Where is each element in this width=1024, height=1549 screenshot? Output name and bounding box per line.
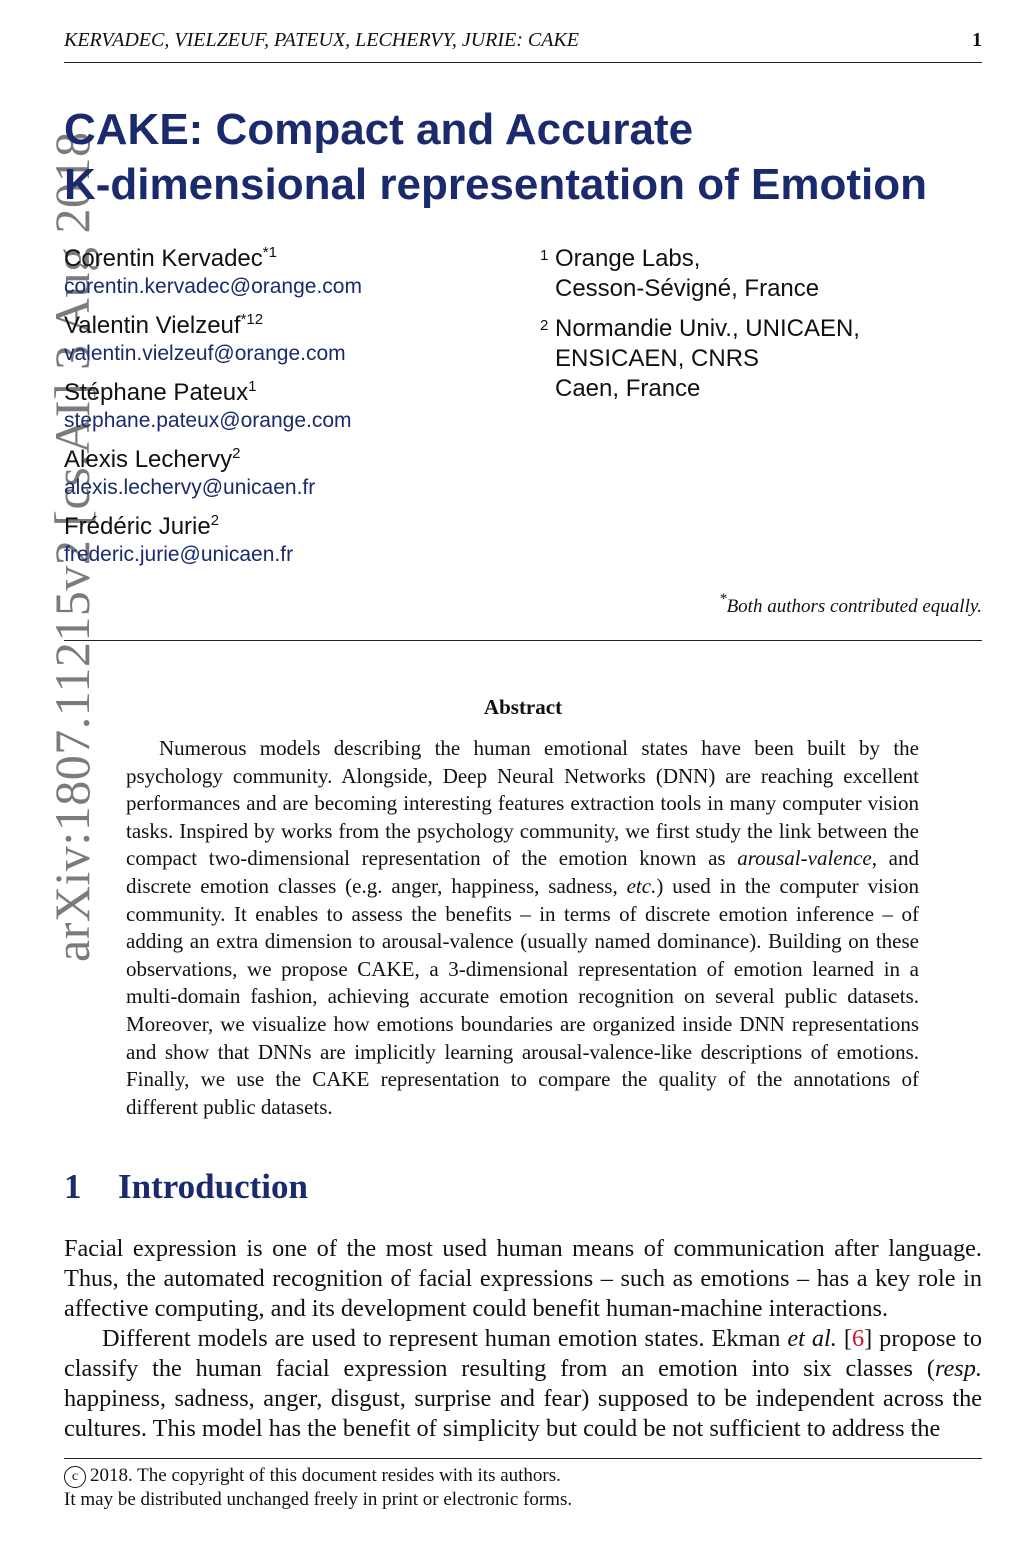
abstract-text: ) used in the computer vision community. It enables to assess the benefits – in terms of discrete emotion inference – of adding an extra dimension to arousal-valence (usually named dominance). Building on these observations, we propose CAKE, a 3-dimensional representation of emotion learned in a multi-domain fashion, achieving accurate emotion recognition on several public datasets. Moreover, we visualize how emotions boundaries are organized inside DNN representations and show that DNNs are implicitly learning arousal-valence-like descriptions of emotions. Finally, we use the CAKE representation to compare the quality of the annotations of different public datasets. xyxy=(126,873,919,1119)
author-entry xyxy=(64,244,524,311)
author-entry xyxy=(64,445,524,512)
affiliation-number: 2 xyxy=(540,317,549,334)
footnote-mark: * xyxy=(719,591,727,607)
author-name: Valentin Vielzeuf xyxy=(64,312,241,339)
arxiv-stamp: arXiv:1807.11215v2 [cs.AI] 3 Aug 2018 xyxy=(44,131,100,962)
copyright-line-1: 2018. The copyright of this document resides with its authors. xyxy=(90,1465,561,1486)
running-header xyxy=(64,26,982,54)
footnote-text: Both authors contributed equally. xyxy=(726,596,982,617)
intro-emphasis: et al. xyxy=(787,1325,837,1352)
section-heading-introduction xyxy=(64,1166,308,1208)
affiliation-line: Caen, France xyxy=(555,375,701,402)
header-rule xyxy=(64,62,982,63)
footer-rule xyxy=(64,1458,982,1459)
author-email-link[interactable]: frederic.jurie@unicaen.fr xyxy=(64,543,294,566)
abstract-body xyxy=(126,735,919,1121)
author-email-link[interactable]: valentin.vielzeuf@orange.com xyxy=(64,342,346,365)
affiliation-entry xyxy=(540,314,980,404)
title-line-2: K-dimensional representation of Emotion xyxy=(64,160,927,209)
author-email-link[interactable]: stephane.pateux@orange.com xyxy=(64,409,352,432)
author-affil-marks: 1 xyxy=(248,378,257,395)
author-entry xyxy=(64,378,524,445)
copyright-line-2: It may be distributed unchanged freely in print or electronic forms. xyxy=(64,1489,573,1510)
intro-paragraph-2 xyxy=(64,1324,982,1444)
intro-emphasis: resp. xyxy=(934,1355,982,1382)
affiliation-number: 1 xyxy=(540,247,549,264)
abstract-heading: Abstract xyxy=(483,695,563,719)
author-entry xyxy=(64,512,524,579)
section-number: 1 xyxy=(64,1167,82,1206)
affiliation-list xyxy=(540,244,980,414)
affiliation-entry xyxy=(540,244,980,304)
intro-text: happiness, sadness, anger, disgust, surprise and fear) supposed to be independent across the cultures. This model has the benefit of simplicity but could be not sufficient to address the xyxy=(64,1385,982,1442)
intro-paragraph-1: Facial expression is one of the most used human means of communication after language. Thus, the automated recognition of facial expressions – such as emotions – has a key role in affective computing, and its development could benefit human-machine interactions. xyxy=(64,1235,982,1322)
equal-contribution-note xyxy=(719,591,982,619)
affiliation-line: Orange Labs, xyxy=(555,245,701,272)
author-name: Corentin Kervadec xyxy=(64,245,263,272)
author-affil-marks: *12 xyxy=(240,311,264,328)
author-name: Stéphane Pateux xyxy=(64,379,249,406)
affiliation-line: Cesson-Sévigné, France xyxy=(555,275,820,302)
copyright-notice xyxy=(64,1464,982,1512)
author-email-link[interactable]: alexis.lechervy@unicaen.fr xyxy=(64,476,316,499)
citation-bracket-open: [ xyxy=(843,1325,852,1352)
author-affil-marks: 2 xyxy=(210,512,220,529)
copyright-icon: c xyxy=(64,1466,86,1488)
affiliation-line: Normandie Univ., UNICAEN, xyxy=(555,315,860,342)
section-title: Introduction xyxy=(118,1167,308,1206)
abstract-emphasis: arousal-valence xyxy=(737,846,872,871)
introduction-body xyxy=(64,1234,982,1444)
citation-bracket-close: ] xyxy=(864,1325,873,1352)
author-entry xyxy=(64,311,524,378)
author-email-link[interactable]: corentin.kervadec@orange.com xyxy=(64,275,362,298)
author-affil-marks: 2 xyxy=(232,445,241,462)
author-name: Frédéric Jurie xyxy=(64,513,211,540)
affiliation-line: ENSICAEN, CNRS xyxy=(555,345,760,372)
citation-link[interactable]: 6 xyxy=(851,1325,865,1352)
abstract-text: , and discrete emotion classes (e.g. anger, happiness, sadness, xyxy=(126,846,919,898)
author-list xyxy=(64,244,524,579)
running-title: KERVADEC, VIELZEUF, PATEUX, LECHERVY, JURIE: CAKE xyxy=(64,29,579,51)
title-block-rule xyxy=(64,640,982,641)
paper-title xyxy=(64,102,964,212)
author-name: Alexis Lechervy xyxy=(64,446,233,473)
author-affil-marks: *1 xyxy=(262,244,277,261)
title-line-1: CAKE: Compact and Accurate xyxy=(64,105,694,154)
intro-text: propose to classify the human facial expression resulting from an emotion into six classes ( xyxy=(64,1325,982,1382)
abstract-emphasis: etc. xyxy=(626,873,657,898)
abstract-text: Numerous models describing the human emotional states have been built by the psychology community. Alongside, Deep Neural Networks (DNN) are reaching excellent performances and are becoming interesting features extraction tools in many computer vision tasks. Inspired by works from the psychology community, we first study the link between the compact two-dimensional representation of the emotion known as xyxy=(126,736,919,871)
page-number: 1 xyxy=(972,29,982,51)
intro-text: Different models are used to represent human emotion states. Ekman xyxy=(102,1325,788,1352)
